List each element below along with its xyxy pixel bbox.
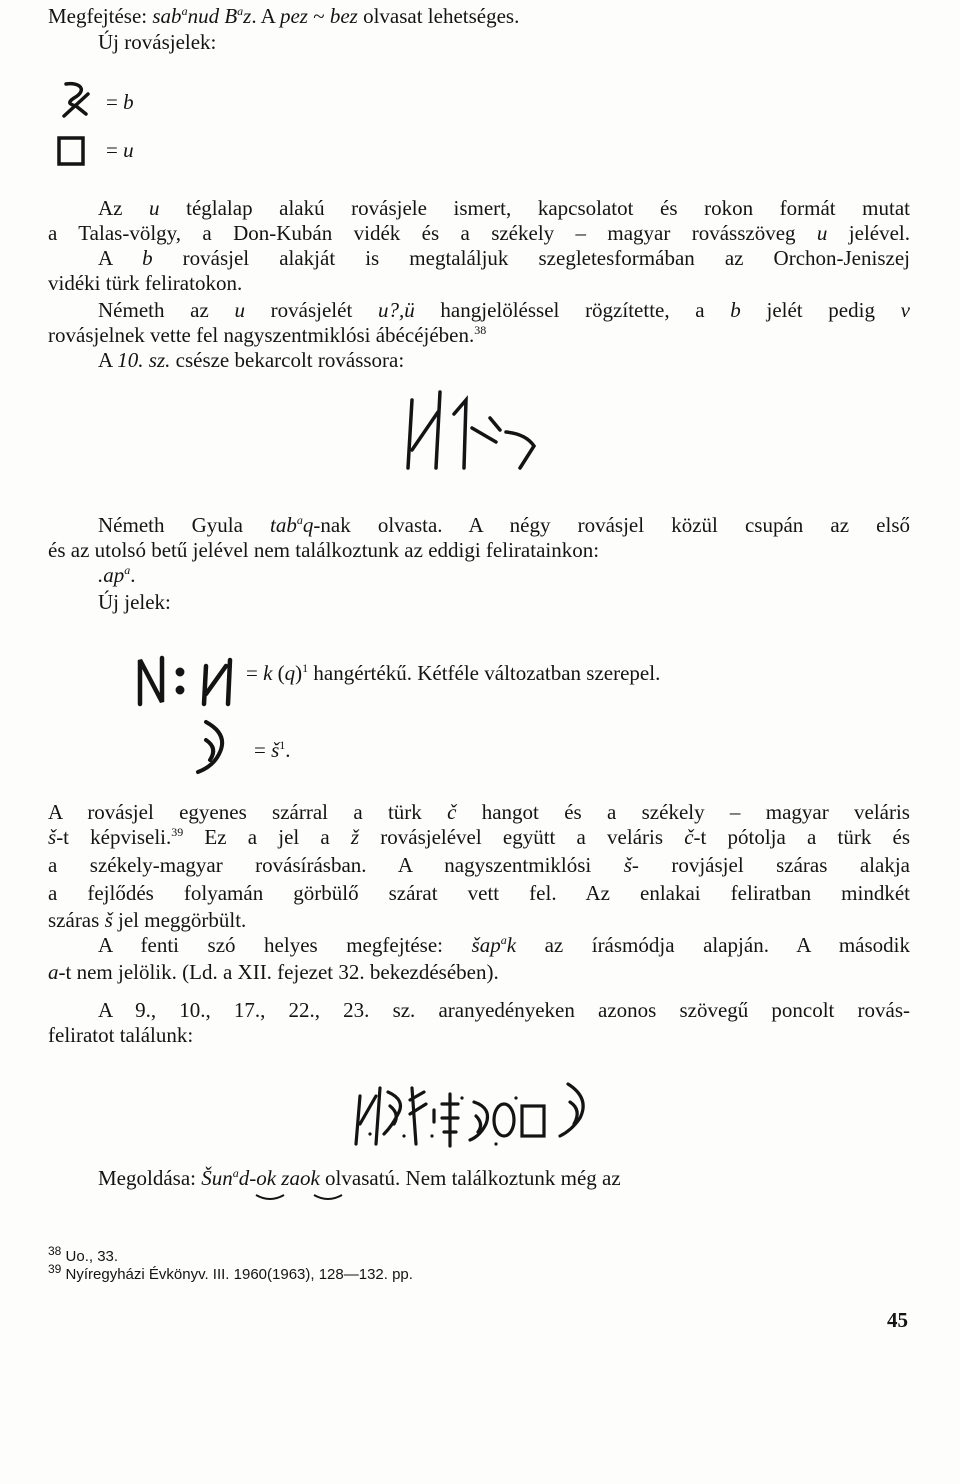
- paragraph-line: feliratot találunk:: [48, 1023, 194, 1047]
- paragraph-line: [48, 221, 910, 246]
- text: š: [104, 908, 113, 932]
- text: hangot és a székely – magyar veláris: [456, 800, 910, 824]
- text: ž: [350, 825, 360, 849]
- paragraph-line: [48, 1166, 910, 1191]
- text: q: [284, 661, 296, 685]
- paragraph-line: [48, 323, 910, 348]
- text: a Talas-völgy, a Don-Kubán vidék és a székely – magyar rovásszöveg: [48, 221, 817, 245]
- text: d-ok zaok: [238, 1166, 320, 1190]
- text: b: [730, 298, 741, 322]
- text: hangértékű. Kétféle változatban szerepel.: [308, 661, 661, 685]
- paragraph-line: [48, 196, 910, 221]
- text: .ap: [98, 563, 125, 587]
- text: b: [123, 90, 134, 114]
- text: Šun: [201, 1166, 233, 1190]
- text: Uo., 33.: [61, 1248, 119, 1265]
- text: šap: [471, 933, 501, 957]
- paragraph-line: A 9., 10., 17., 22., 23. sz. aranyedényeken azonos szövegű poncolt rovás-: [98, 998, 910, 1022]
- text: Az: [98, 196, 150, 220]
- text: csésze bekarcolt rovássora:: [170, 348, 405, 372]
- superscript: a: [124, 563, 131, 577]
- text: -t képviseli.: [56, 825, 172, 849]
- text: ): [295, 661, 303, 685]
- text: š: [48, 825, 57, 849]
- text: jelét pedig: [740, 298, 901, 322]
- text: sab: [152, 4, 182, 28]
- text: k: [506, 933, 517, 957]
- text: -t pótolja a türk és: [693, 825, 910, 849]
- text: rovásjelével együtt a veláris: [359, 825, 685, 849]
- superscript: a: [500, 933, 507, 947]
- rune-b-icon: [60, 80, 94, 120]
- footnote: [48, 1262, 413, 1284]
- text: z: [243, 4, 252, 28]
- solution-line: [48, 4, 910, 29]
- text: =: [106, 90, 124, 114]
- rune-k-icon: [134, 654, 250, 708]
- text: Ez a jel a: [183, 825, 351, 849]
- text: bez: [329, 4, 358, 28]
- text: a székely-magyar rovásírásban. A nagyszentmiklósi: [48, 853, 624, 877]
- text: u?,ü: [377, 298, 415, 322]
- paragraph-line: [48, 563, 910, 588]
- text: nud B: [187, 4, 238, 28]
- sign-sh-equation: [254, 738, 291, 763]
- footnote-ref: 38: [474, 323, 487, 337]
- text: š: [271, 738, 280, 762]
- superscript: a: [232, 1166, 239, 1180]
- text: rovásjelnek vette fel nagyszentmiklósi ábécéjében.: [48, 323, 475, 347]
- paragraph-line: vidéki türk feliratokon.: [48, 271, 243, 295]
- text: . A: [251, 4, 280, 28]
- text: téglalap alakú rovásjele ismert, kapcsolatot és rokon formát mutat: [159, 196, 910, 220]
- text: olvasatú. Nem találkoztunk még az: [319, 1166, 621, 1190]
- superscript: 1: [302, 661, 309, 675]
- sign-k-equation: [246, 661, 660, 686]
- text: =: [246, 661, 264, 685]
- paragraph-line: [48, 800, 910, 825]
- rune-inscription-icon: [350, 1074, 610, 1150]
- footnote-number: 38: [48, 1244, 62, 1258]
- text: az írásmódja alapján. A második: [516, 933, 911, 957]
- text: Nyíregyházi Évkönyv. III. 1960(1963), 128—132. pp.: [61, 1266, 413, 1283]
- paragraph-line: [48, 853, 910, 878]
- text: pez: [279, 4, 308, 28]
- text: hangjelöléssel rögzítette, a: [414, 298, 731, 322]
- footnote-number: 39: [48, 1262, 62, 1276]
- text: olvasat lehetséges.: [357, 4, 520, 28]
- paragraph-line: [48, 298, 910, 323]
- text: -t nem jelölik. (Ld. a XII. fejezet 32. bekezdésében).: [58, 960, 499, 984]
- ligature-mark-icon: [254, 1193, 374, 1205]
- text: u: [816, 221, 828, 245]
- text: száras: [48, 908, 105, 932]
- paragraph-line: [48, 246, 910, 271]
- text: b: [142, 246, 153, 270]
- text: k: [263, 661, 273, 685]
- text: q: [302, 513, 314, 537]
- paragraph-line: a fejlődés folyamán görbülő szárat vett fel. Az enlakai feliratban mindkét: [48, 881, 910, 905]
- text: -nak olvasta. A négy rovásjel közül csupán az első: [313, 513, 910, 537]
- paragraph-line: [48, 933, 910, 958]
- text: (: [272, 661, 285, 685]
- text: A: [98, 348, 118, 372]
- text: .: [130, 563, 136, 587]
- text: jel meggörbült.: [112, 908, 247, 932]
- paragraph-line: [48, 825, 910, 850]
- sign-u-equation: [106, 138, 134, 163]
- new-signs-heading: Új rovásjelek:: [98, 30, 217, 54]
- rune-inscription-icon: [402, 388, 582, 472]
- page-number: 45: [887, 1308, 908, 1332]
- text: Németh az: [98, 298, 235, 322]
- text: č: [447, 800, 457, 824]
- text: =: [254, 738, 272, 762]
- text: ~: [307, 4, 330, 28]
- footnote-ref: 39: [171, 825, 184, 839]
- rune-u-icon: [54, 134, 88, 168]
- text: u: [123, 138, 134, 162]
- text: Németh Gyula: [98, 513, 271, 537]
- paragraph-line: [48, 348, 910, 373]
- text: A fenti szó helyes megfejtése:: [98, 933, 472, 957]
- paragraph-line: [48, 960, 910, 985]
- superscript: a: [237, 4, 244, 18]
- paragraph-line: és az utolsó betű jelével nem találkoztunk az eddigi feliratainkon:: [48, 538, 600, 562]
- text: a: [48, 960, 59, 984]
- text: jelével.: [827, 221, 911, 245]
- rune-sh-icon: [190, 716, 240, 778]
- text: - rovjásjel száras alakja: [631, 853, 910, 877]
- superscript: 1: [279, 738, 286, 752]
- text: A: [98, 246, 143, 270]
- text: u: [234, 298, 245, 322]
- text: =: [106, 138, 124, 162]
- text: tab: [270, 513, 297, 537]
- text: A rovásjel egyenes szárral a türk: [48, 800, 448, 824]
- text: č: [684, 825, 694, 849]
- text: š: [623, 853, 632, 877]
- text: Megfejtése:: [48, 4, 153, 28]
- text: rovásjel alakját is megtaláljuk szegletesformában az Orchon-Jeniszej: [152, 246, 910, 270]
- paragraph-line: [48, 513, 910, 538]
- sign-b-equation: [106, 90, 134, 115]
- text: v: [900, 298, 910, 322]
- text: Megoldása:: [98, 1166, 202, 1190]
- paragraph-line: Új jelek:: [98, 590, 171, 614]
- text: rovásjelét: [244, 298, 378, 322]
- paragraph-line: [48, 908, 910, 933]
- text: u: [149, 196, 160, 220]
- superscript: a: [181, 4, 188, 18]
- text: .: [285, 738, 291, 762]
- text: 10. sz.: [117, 348, 171, 372]
- superscript: a: [296, 513, 303, 527]
